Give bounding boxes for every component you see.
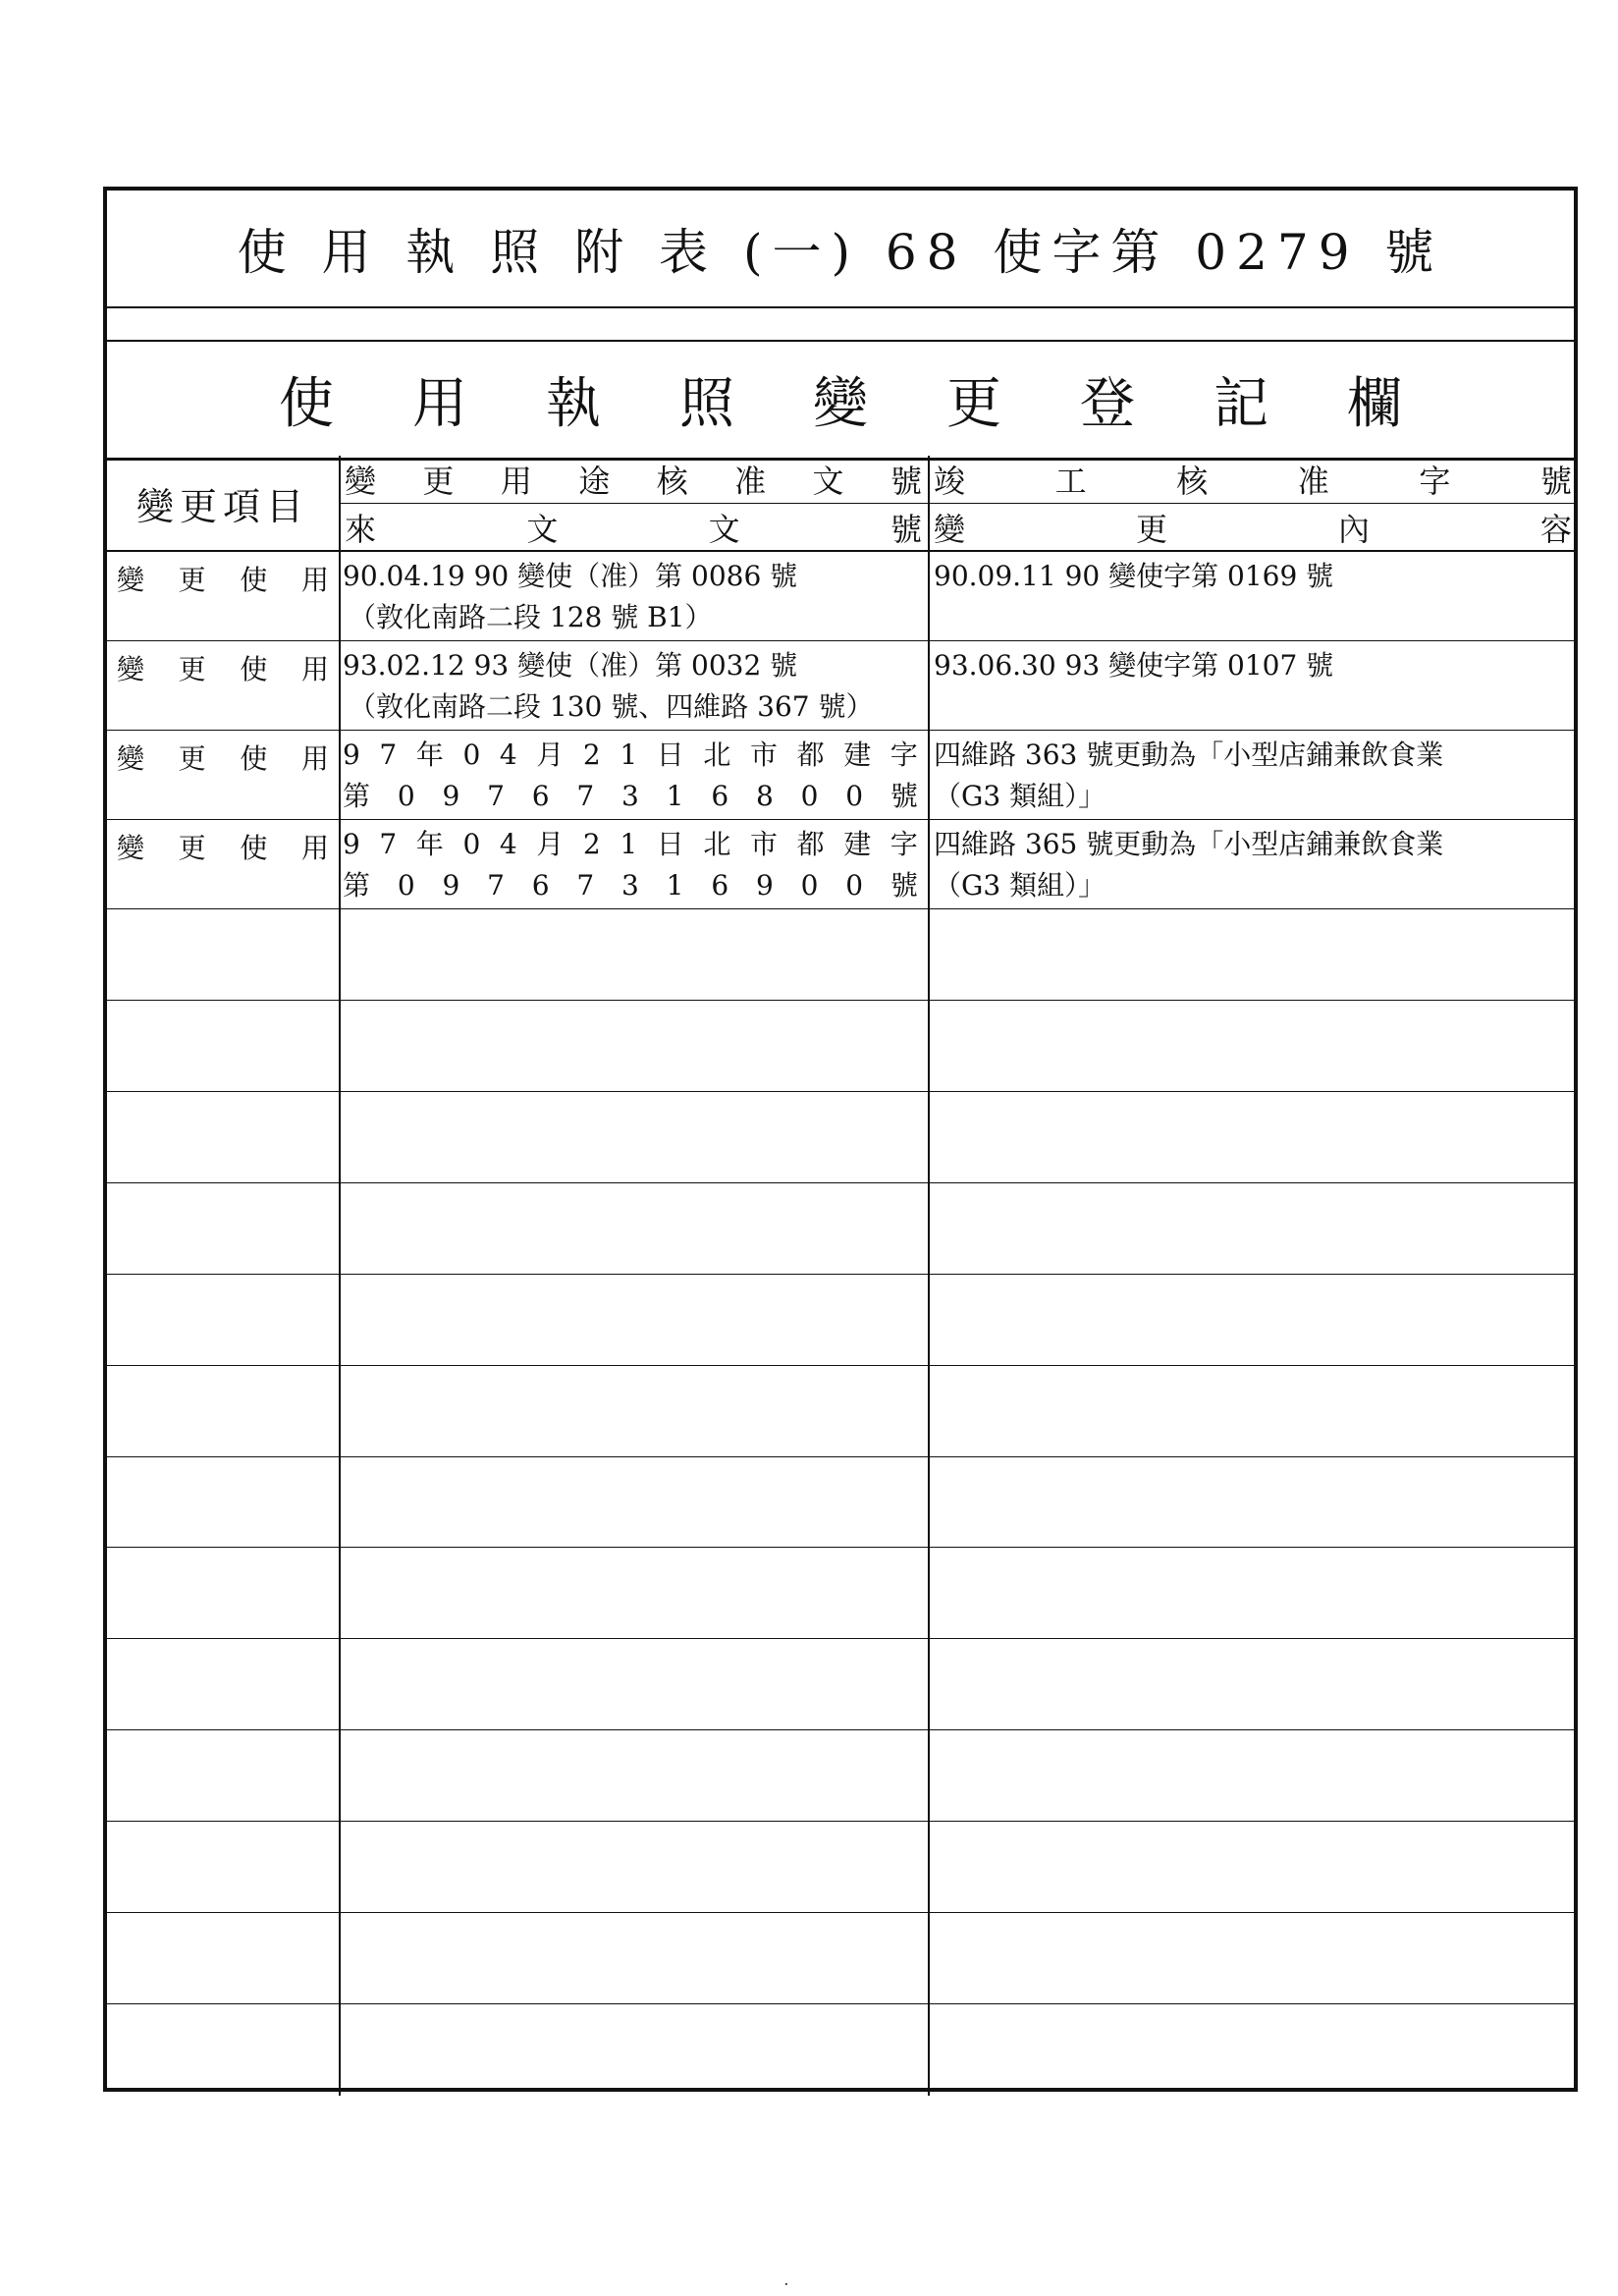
change-item-char: 變 (117, 832, 145, 864)
header-char: 容 (1539, 511, 1572, 548)
approval-ref-char: 1 (620, 738, 638, 771)
scan-mark: · (783, 2274, 789, 2295)
header-char: 文 (812, 463, 844, 500)
approval-ref-char: 2 (582, 828, 601, 860)
approval-ref-char: 6 (531, 780, 550, 812)
approval-ref-char: 都 (796, 738, 825, 771)
approval-ref-cell (339, 641, 928, 730)
empty-table-row (107, 1730, 1574, 1822)
approval-ref-char: 9 (343, 738, 360, 771)
approval-ref-char: 日 (656, 738, 684, 771)
approval-ref-char: 9 (442, 869, 460, 902)
approval-ref-line (343, 776, 924, 817)
header-char: 變 (345, 463, 377, 500)
header-char: 工 (1054, 463, 1087, 500)
approval-ref-char: 字 (890, 828, 918, 860)
approval-ref-char: 第 (343, 780, 371, 812)
approval-ref-char: 0 (462, 828, 481, 860)
header-text-incoming-doc (339, 505, 928, 550)
header-char: 途 (578, 463, 611, 500)
approval-ref-char: 北 (703, 738, 731, 771)
change-item-char: 更 (178, 564, 206, 596)
change-item-cell (107, 552, 339, 640)
empty-table-row (107, 2004, 1574, 2096)
empty-table-row (107, 1548, 1574, 1639)
header-char: 內 (1337, 511, 1370, 548)
change-item-char: 用 (300, 653, 329, 685)
change-item-char: 使 (240, 653, 268, 685)
approval-ref-char: 第 (343, 869, 371, 902)
approval-ref-char: 6 (711, 780, 729, 812)
approval-ref-char: 號 (890, 869, 918, 902)
header-char: 核 (656, 463, 688, 500)
header-char: 更 (1135, 511, 1167, 548)
approval-ref-char: 1 (620, 828, 638, 860)
change-item-cell (107, 731, 339, 819)
approval-ref-char: 年 (415, 828, 444, 860)
header-char: 文 (526, 511, 559, 548)
completion-content-line: 93.06.30 93 變使字第 0107 號 (934, 649, 1334, 682)
approval-ref-line (343, 735, 924, 776)
license-form-frame (103, 187, 1578, 2092)
change-item-char: 使 (240, 742, 268, 775)
header-char: 准 (1297, 463, 1329, 500)
approval-ref-char: 月 (536, 738, 565, 771)
change-item-char: 用 (300, 742, 329, 775)
header-char: 竣 (934, 463, 966, 500)
form-title: 使 用 執 照 附 表 (一) 68 使字第 0279 號 (237, 224, 1444, 281)
approval-ref-line: （敦化南路二段 128 號 B1） (349, 601, 713, 633)
completion-content-cell (928, 641, 1578, 730)
header-char: 號 (1539, 463, 1572, 500)
approval-ref-char: 3 (621, 869, 639, 902)
header-char: 號 (890, 511, 922, 548)
change-item-char: 變 (117, 653, 145, 685)
form-title-bar (107, 191, 1574, 308)
approval-ref-char: 0 (845, 780, 864, 812)
header-text-completion-ref (928, 457, 1578, 502)
approval-ref-char: 4 (499, 738, 517, 771)
approval-ref-char: 0 (397, 869, 415, 902)
table-row (107, 641, 1574, 731)
approval-ref-char: 7 (576, 869, 595, 902)
approval-ref-char: 建 (843, 828, 872, 860)
header-text-change-content (928, 505, 1578, 550)
approval-ref-char: 字 (890, 738, 918, 771)
change-item-char: 更 (178, 653, 206, 685)
column-header-change-item: 變更項目 (107, 456, 339, 552)
header-char: 文 (708, 511, 740, 548)
header-char: 更 (422, 463, 455, 500)
approval-ref-char: 9 (442, 780, 460, 812)
empty-table-row (107, 1275, 1574, 1366)
table-row (107, 820, 1574, 909)
approval-ref-line: 93.02.12 93 變使（准）第 0032 號 (343, 649, 798, 682)
approval-ref-char: 0 (800, 869, 819, 902)
approval-ref-char: 月 (536, 828, 565, 860)
empty-table-row (107, 1092, 1574, 1183)
approval-ref-char: 年 (415, 738, 444, 771)
empty-table-row (107, 1822, 1574, 1913)
header-char: 用 (500, 463, 532, 500)
header-char: 來 (345, 511, 377, 548)
empty-table-row (107, 1639, 1574, 1730)
approval-ref-char: 9 (343, 828, 360, 860)
approval-ref-char: 日 (656, 828, 684, 860)
approval-ref-char: 3 (621, 780, 639, 812)
approval-ref-char: 市 (749, 738, 778, 771)
empty-table-row (107, 1001, 1574, 1092)
change-item-char: 用 (300, 564, 329, 596)
empty-table-row (107, 1183, 1574, 1275)
empty-table-row (107, 1457, 1574, 1549)
header-char: 字 (1419, 463, 1451, 500)
empty-table-row (107, 1913, 1574, 2004)
completion-content-cell (928, 820, 1578, 908)
approval-ref-line: 90.04.19 90 變使（准）第 0086 號 (343, 560, 798, 592)
approval-ref-char: 號 (890, 780, 918, 812)
table-row (107, 731, 1574, 820)
header-text-approval-ref (339, 457, 928, 502)
approval-ref-char: 9 (755, 869, 774, 902)
section-title-bar (107, 340, 1574, 461)
change-item-char: 變 (117, 742, 145, 775)
completion-content-cell (928, 731, 1578, 819)
approval-ref-char: 0 (397, 780, 415, 812)
change-item-char: 用 (300, 832, 329, 864)
approval-ref-char: 0 (462, 738, 481, 771)
change-item-char: 使 (240, 832, 268, 864)
change-item-char: 使 (240, 564, 268, 596)
empty-table-row (107, 909, 1574, 1001)
approval-ref-char: 1 (666, 780, 684, 812)
change-register-table (107, 456, 1574, 2096)
section-title: 使用執照變更登記欄 (279, 372, 1481, 436)
approval-ref-char: 7 (379, 738, 398, 771)
table-row (107, 552, 1574, 641)
column-header-reference (339, 456, 928, 552)
approval-ref-cell (339, 552, 928, 640)
approval-ref-line (343, 865, 924, 906)
approval-ref-char: 都 (796, 828, 825, 860)
approval-ref-char: 6 (711, 869, 729, 902)
completion-content-cell (928, 552, 1578, 640)
approval-ref-cell (339, 820, 928, 908)
approval-ref-line: （敦化南路二段 130 號、四維路 367 號） (349, 690, 874, 723)
approval-ref-char: 北 (703, 828, 731, 860)
approval-ref-char: 0 (800, 780, 819, 812)
approval-ref-char: 7 (379, 828, 398, 860)
completion-content-line: 四維路 365 號更動為「小型店鋪兼飲食業 (934, 828, 1444, 860)
approval-ref-char: 7 (487, 869, 505, 902)
change-item-cell (107, 820, 339, 908)
approval-ref-char: 4 (499, 828, 517, 860)
change-item-char: 變 (117, 564, 145, 596)
change-item-char: 更 (178, 832, 206, 864)
approval-ref-char: 7 (576, 780, 595, 812)
change-item-cell (107, 641, 339, 730)
approval-ref-cell (339, 731, 928, 819)
completion-content-line: 四維路 363 號更動為「小型店鋪兼飲食業 (934, 738, 1444, 771)
approval-ref-char: 2 (582, 738, 601, 771)
completion-content-line: （G3 類組）」 (934, 869, 1106, 902)
header-char: 號 (890, 463, 922, 500)
completion-content-line: （G3 類組）」 (934, 780, 1106, 812)
column-header-completion (928, 456, 1578, 552)
approval-ref-char: 1 (666, 869, 684, 902)
approval-ref-line (343, 824, 924, 865)
approval-ref-char: 8 (755, 780, 774, 812)
approval-ref-char: 建 (843, 738, 872, 771)
header-char: 准 (734, 463, 767, 500)
empty-table-row (107, 1366, 1574, 1457)
header-char: 變 (934, 511, 966, 548)
approval-ref-char: 市 (749, 828, 778, 860)
completion-content-line: 90.09.11 90 變使字第 0169 號 (934, 560, 1334, 592)
approval-ref-char: 6 (531, 869, 550, 902)
change-item-char: 更 (178, 742, 206, 775)
approval-ref-char: 0 (845, 869, 864, 902)
approval-ref-char: 7 (487, 780, 505, 812)
header-char: 核 (1176, 463, 1209, 500)
